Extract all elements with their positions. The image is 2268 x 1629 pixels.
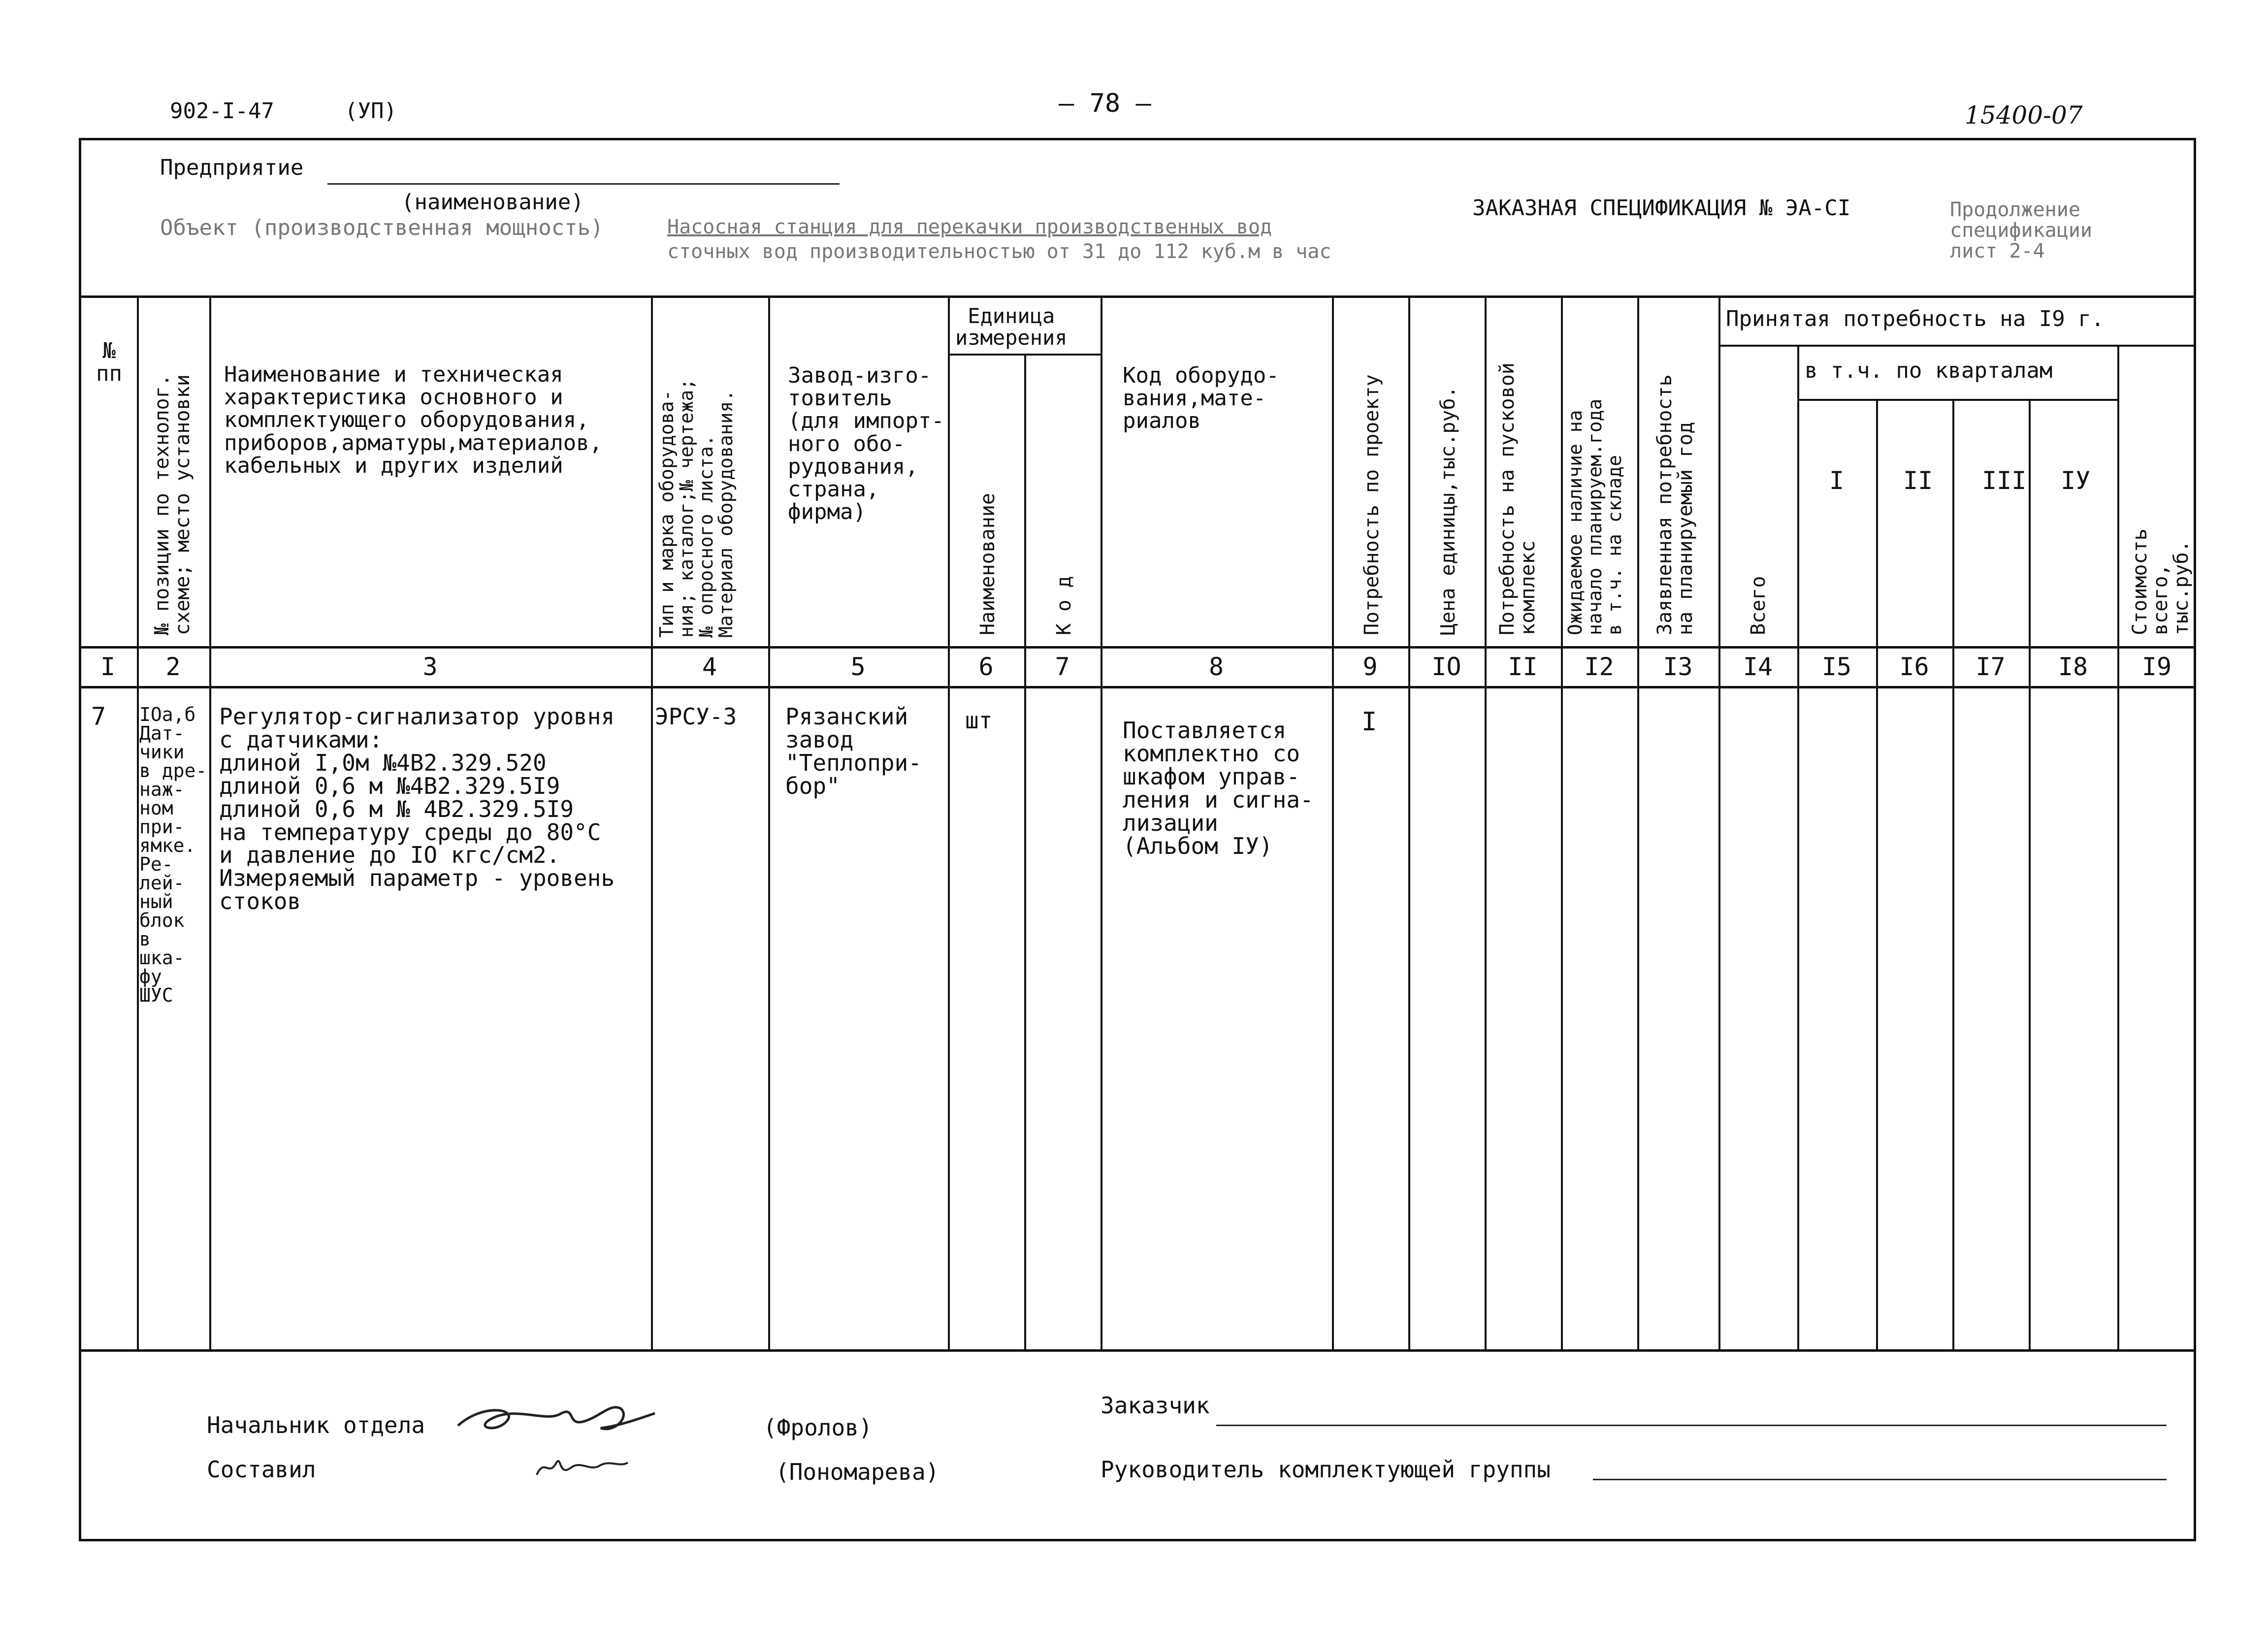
col-line <box>1797 345 1799 1349</box>
col-header-unit-name: Наименование <box>976 493 999 635</box>
column-number: 7 <box>1055 652 1070 681</box>
row-number: 7 <box>91 702 106 731</box>
col-line <box>1637 295 1639 1349</box>
document-code: 902-I-47 <box>170 98 274 124</box>
col-header-accepted-group: Принятая потребность на I9 г. <box>1726 306 2105 331</box>
column-number: 2 <box>165 652 181 681</box>
document-section: (УП) <box>345 98 397 124</box>
col-header-expected-stock: Ожидаемое наличие на начало планируем.года в т.ч. на складе <box>1564 398 1625 635</box>
col-header-description: Наименование и техническая характеристика основного и комплектующего оборудования, приборов,арматуры,материалов, кабельных и других изделий <box>224 362 603 478</box>
col-line <box>1561 295 1563 1349</box>
header-bottom-line <box>79 646 2196 649</box>
object-value-line2: сточных вод производительностью от 31 до 112 куб.м в час <box>667 240 1331 263</box>
column-number: 3 <box>422 652 438 681</box>
col-header-q3: III <box>1982 466 2027 495</box>
col-header-q2: II <box>1903 466 1933 495</box>
column-number: IO <box>1431 652 1461 681</box>
col-line <box>1485 295 1487 1349</box>
number-row-bottom-line <box>79 686 2196 688</box>
column-number: I4 <box>1743 652 1773 681</box>
column-number: 6 <box>978 652 994 681</box>
col-line <box>1408 295 1410 1349</box>
composer-name: (Пономарева) <box>776 1459 940 1485</box>
col-header-project-need: Потребность по проекту <box>1361 374 1383 635</box>
object-value-line1: Насосная станция для перекачки производственных вод <box>667 216 1272 238</box>
enterprise-label: Предприятие <box>160 155 304 180</box>
col-header-quarters-group: в т.ч. по кварталам <box>1805 358 2053 383</box>
group-head-field-line <box>1593 1479 2167 1480</box>
column-number: I9 <box>2141 652 2172 681</box>
page-number: – 78 – <box>1059 89 1151 118</box>
table-bottom-line <box>79 1349 2196 1352</box>
column-number: I6 <box>1899 652 1929 681</box>
row-type: ЭРСУ-3 <box>655 703 737 730</box>
col-header-type: Тип и марка оборудова- ния; каталог;№ чертежа; № опросного листа. Материал оборудования. <box>656 378 737 638</box>
col-header-q4: IУ <box>2061 466 2091 495</box>
column-number: I <box>100 652 116 681</box>
quarters-group-line <box>1797 399 2117 401</box>
col-header-q1: I <box>1829 466 1845 495</box>
col-line <box>1952 399 1954 1349</box>
col-line <box>137 295 139 1349</box>
col-header-total: Всего <box>1747 576 1770 635</box>
composer-signature <box>532 1453 630 1482</box>
col-header-unit-group: Единица измерения <box>955 304 1068 350</box>
group-head-label: Руководитель комплектующей группы <box>1101 1456 1551 1483</box>
department-head-signature <box>453 1399 660 1438</box>
department-head-name: (Фролов) <box>763 1414 873 1441</box>
continuation-note: Продолжение спецификации лист 2-4 <box>1950 198 2092 262</box>
row-manufacturer: Рязанский завод "Теплопри- бор" <box>785 703 922 799</box>
column-number: I2 <box>1584 652 1614 681</box>
col-line <box>2029 399 2031 1349</box>
customer-field-line <box>1216 1425 2167 1426</box>
col-line <box>1332 295 1334 1349</box>
accepted-group-line <box>1718 345 2196 347</box>
col-line <box>209 295 211 1349</box>
naming-caption: (наименование) <box>401 190 584 215</box>
col-header-number: № пп <box>96 338 122 387</box>
column-number: I8 <box>2058 652 2088 681</box>
col-header-position: № позиции по технолог. схеме; место установки <box>151 374 194 635</box>
col-header-declared-need: Заявленная потребность на планируемый год <box>1653 374 1697 635</box>
col-header-unit-code: К о д <box>1053 576 1075 635</box>
row-equipment-code: Поставляется комплектно со шкафом управ- ления и сигна- лизации (Альбом IУ) <box>1123 717 1314 859</box>
column-number: 5 <box>850 652 866 681</box>
col-line <box>1024 354 1026 1349</box>
col-header-unit-price: Цена единицы,тыс.руб. <box>1437 386 1459 635</box>
column-number: 8 <box>1208 652 1224 681</box>
column-number: I3 <box>1663 652 1693 681</box>
customer-label: Заказчик <box>1101 1392 1210 1419</box>
column-number: I5 <box>1821 652 1852 681</box>
table-top-line <box>79 295 2196 298</box>
col-line <box>1718 295 1720 1349</box>
specification-title: ЗАКАЗНАЯ СПЕЦИФИКАЦИЯ № ЭА-СI <box>1472 195 1851 221</box>
col-line <box>1876 399 1878 1349</box>
archive-number: 15400-07 <box>1965 101 2083 130</box>
row-unit: шт <box>965 707 993 734</box>
row-description: Регулятор-сигнализатор уровня с датчиками: длиной I,0м №4В2.329.520 длиной 0,6 м №4В2.329.5I9 длиной 0,6 м № 4В2.329.5I9 на температуру среды до 80°С и давление до IO кгс/см2. Измеряемый параметр - уровень стоков <box>219 703 615 915</box>
row-quantity: I <box>1361 707 1377 737</box>
col-header-startup-need: Потребность на пусковой комплекс <box>1496 362 1539 635</box>
object-label: Объект (производственная мощность) <box>160 215 604 240</box>
composer-label: Составил <box>207 1456 316 1483</box>
col-line <box>768 295 770 1349</box>
column-number: 9 <box>1362 652 1378 681</box>
col-header-manufacturer: Завод-изго- товитель (для импорт- ного обо- рудования, страна, фирма) <box>788 363 944 525</box>
department-head-label: Начальник отдела <box>207 1412 425 1438</box>
col-line <box>2117 345 2119 1349</box>
column-number: I7 <box>1976 652 2006 681</box>
column-number: 4 <box>702 652 717 681</box>
column-number: II <box>1508 652 1538 681</box>
col-header-equipment-code: Код оборудо- вания,мате- риалов <box>1123 363 1279 434</box>
col-line <box>651 295 653 1349</box>
col-line <box>948 295 950 1349</box>
col-header-total-cost: Стоимость всего, тыс.руб. <box>2129 528 2193 635</box>
enterprise-field-line <box>327 183 840 185</box>
col-line <box>1101 295 1102 1349</box>
row-position: IOa,б Дат- чики в дре- наж- ном при- ямке. Ре- лей- ный блок в шка- фу ШУС <box>139 704 207 1006</box>
